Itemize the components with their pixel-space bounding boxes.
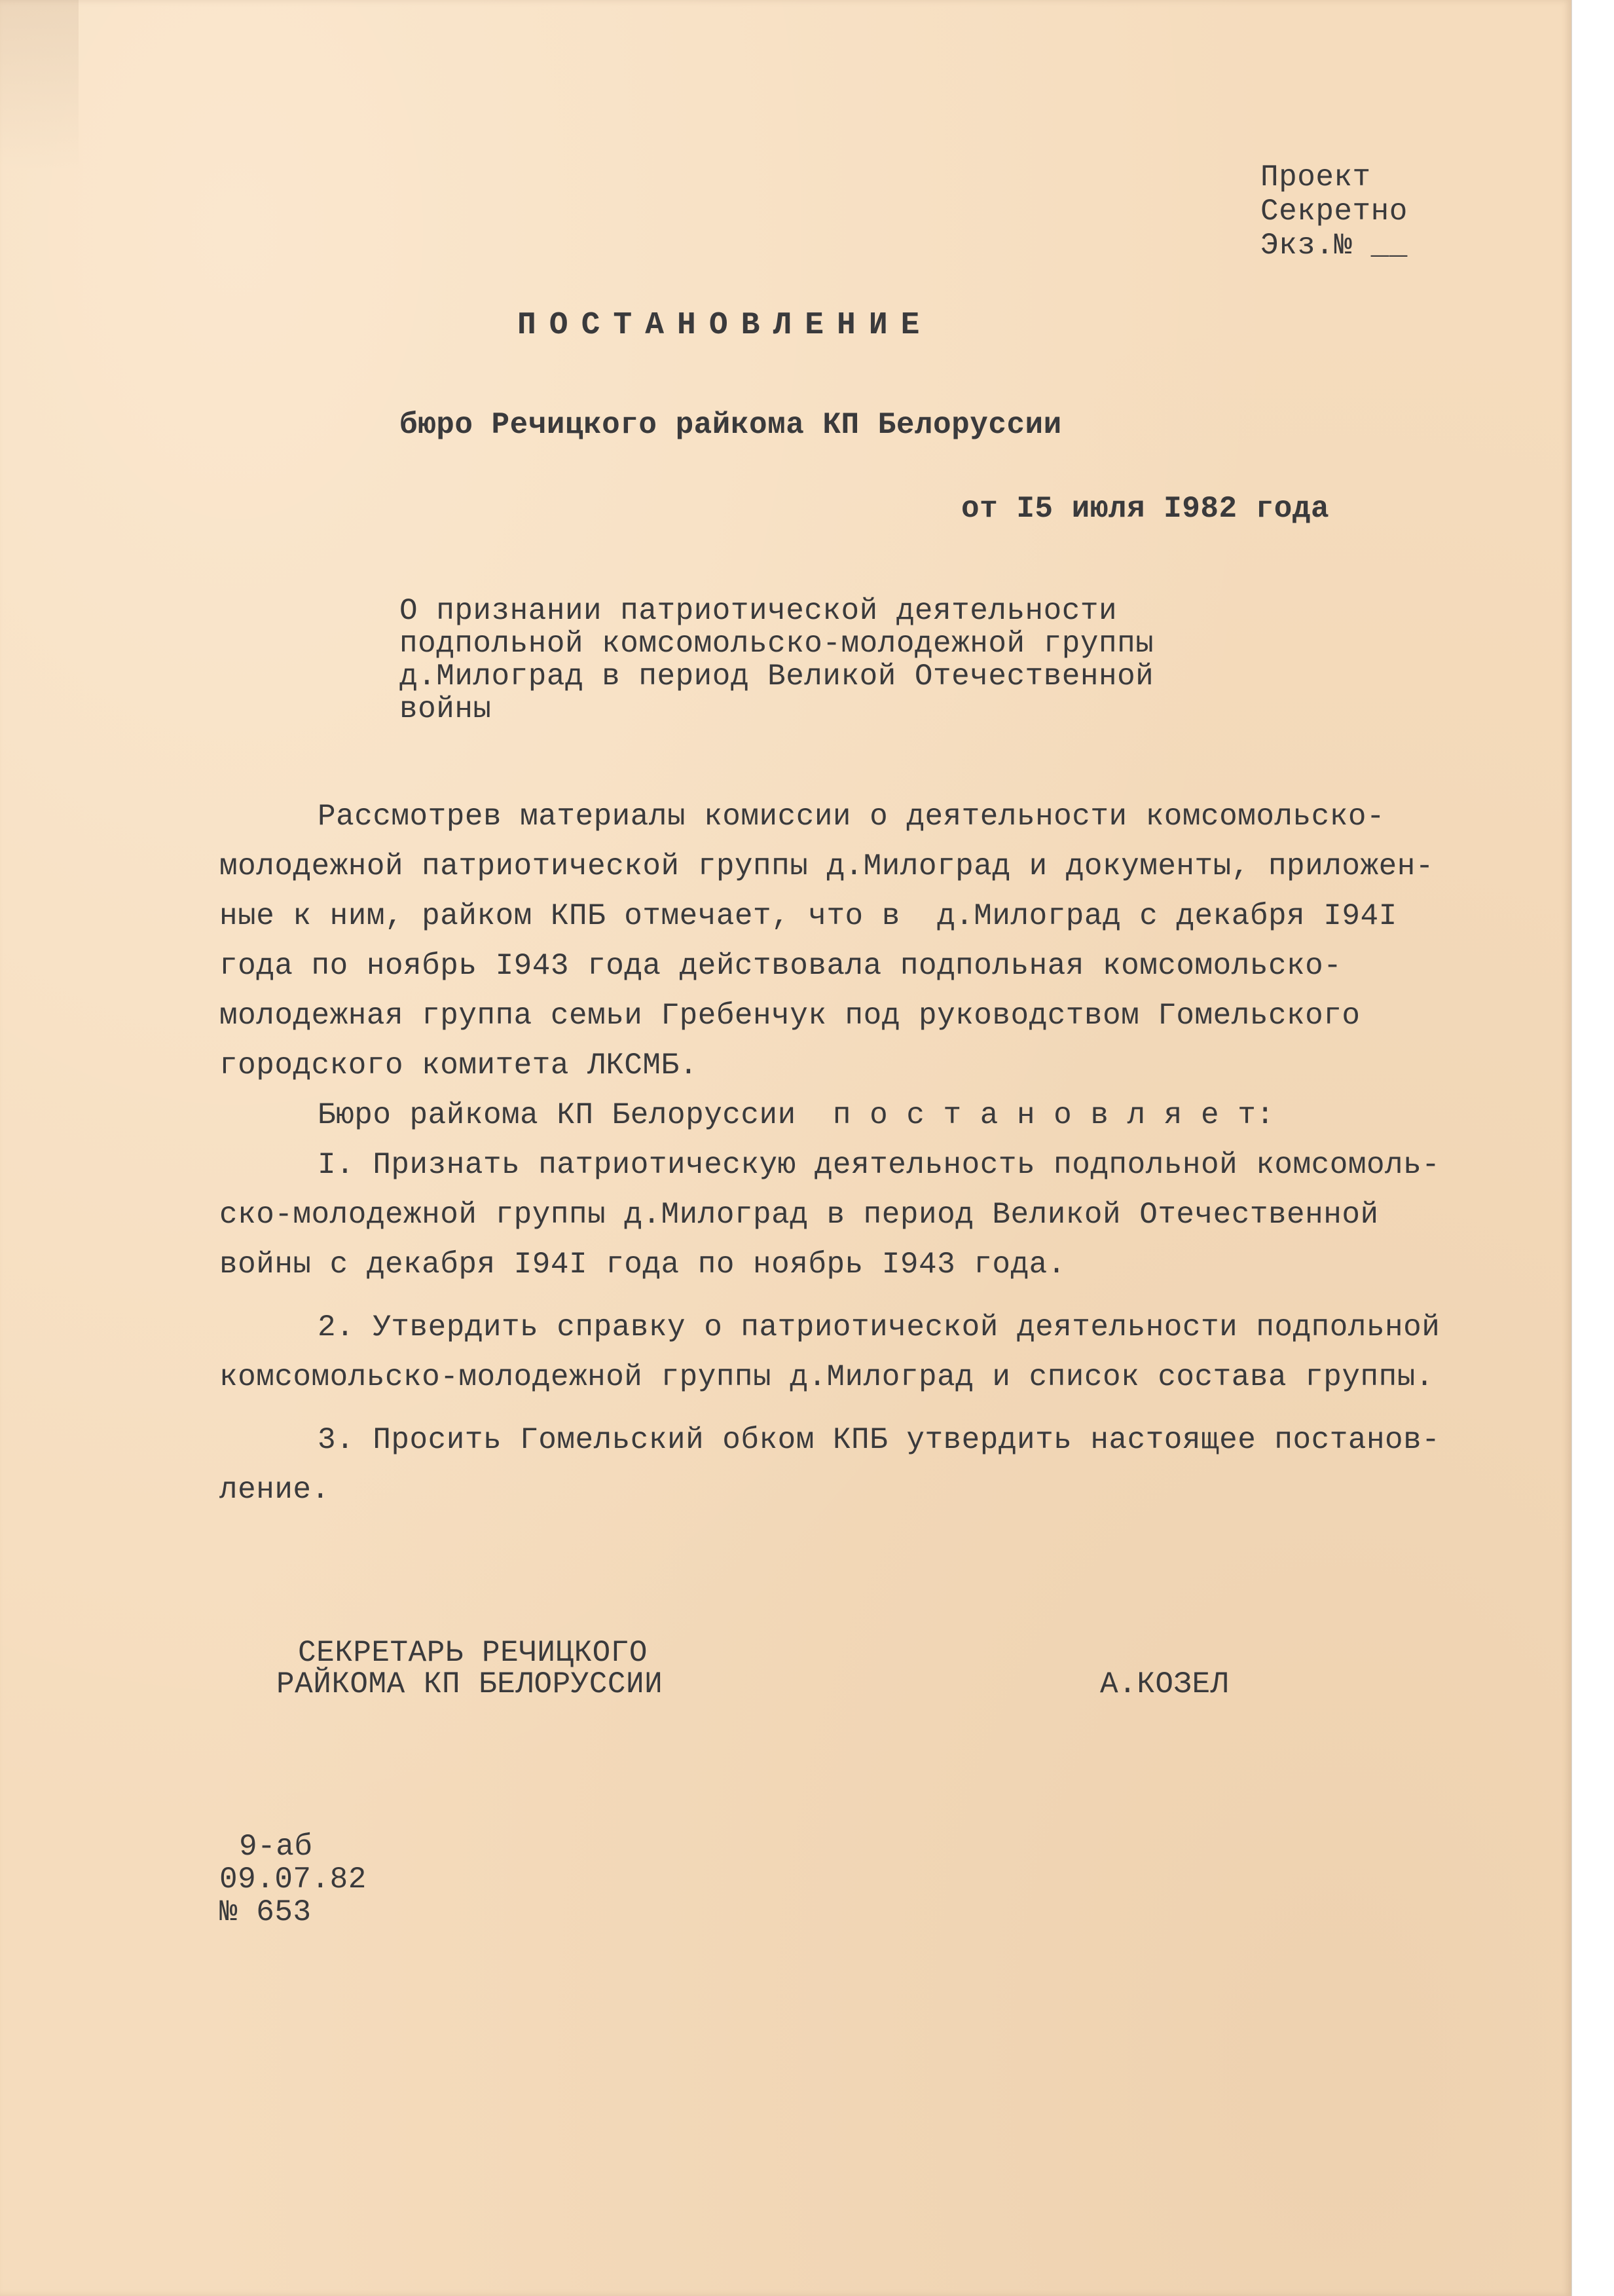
resolution-item-3: ление. (219, 1473, 330, 1507)
resolves-line: Бюро райкома КП Белоруссии п о с т а н о в л я е т: (318, 1098, 1275, 1132)
signatory-title: РАЙКОМА КП БЕЛОРУССИИ (276, 1667, 663, 1701)
header-mark-project: Проект (1260, 160, 1371, 194)
document-issuer: бюро Речицкого райкома КП Белоруссии (399, 408, 1062, 442)
body-line: года по ноябрь I943 года действовала подпольная комсомольско- (219, 949, 1342, 983)
paper-fold-shadow (0, 0, 79, 170)
subject-line: д.Милоград в период Великой Отечественной (399, 659, 1154, 694)
body-line: городского комитета ЛКСМБ. (219, 1048, 698, 1083)
body-line: ные к ним, райком КПБ отмечает, что в д.Милоград с декабря I94I (219, 899, 1397, 933)
document-date: от I5 июля I982 года (961, 492, 1330, 526)
registration-mark: 9-аб (239, 1830, 313, 1864)
resolution-item-3: 3. Просить Гомельский обком КПБ утвердить настоящее постанов- (318, 1423, 1440, 1457)
subject-line: войны (399, 692, 492, 726)
resolution-item-1: войны с декабря I94I года по ноябрь I943 года. (219, 1248, 1066, 1282)
document-type-title: ПОСТАНОВЛЕНИЕ (517, 308, 933, 343)
registration-date: 09.07.82 (219, 1862, 367, 1897)
body-line: молодежной патриотической группы д.Милоград и документы, приложен- (219, 849, 1434, 883)
body-line: молодежная группа семьи Гребенчук под руководством Гомельского (219, 999, 1361, 1033)
subject-line: О признании патриотической деятельности (399, 594, 1118, 628)
signatory-title: СЕКРЕТАРЬ РЕЧИЦКОГО (298, 1636, 648, 1670)
signatory-name: А.КОЗЕЛ (1100, 1667, 1229, 1701)
header-mark-secret: Секретно (1260, 194, 1408, 229)
body-line: Рассмотрев материалы комиссии о деятельности комсомольско- (318, 800, 1385, 834)
resolution-item-2: 2. Утвердить справку о патриотической деятельности подпольной (318, 1310, 1440, 1344)
subject-line: подпольной комсомольско-молодежной группы (399, 627, 1154, 661)
resolution-item-1: ско-молодежной группы д.Милоград в период Великой Отечественной (219, 1198, 1379, 1232)
resolution-item-2: комсомольско-молодежной группы д.Милоград и список состава группы. (219, 1360, 1434, 1394)
scan-margin (1571, 0, 1614, 2296)
registration-number: № 653 (219, 1895, 312, 1929)
resolution-item-1: I. Признать патриотическую деятельность подпольной комсомоль- (318, 1148, 1440, 1182)
header-mark-copy-number: Экз.№ __ (1260, 229, 1408, 263)
